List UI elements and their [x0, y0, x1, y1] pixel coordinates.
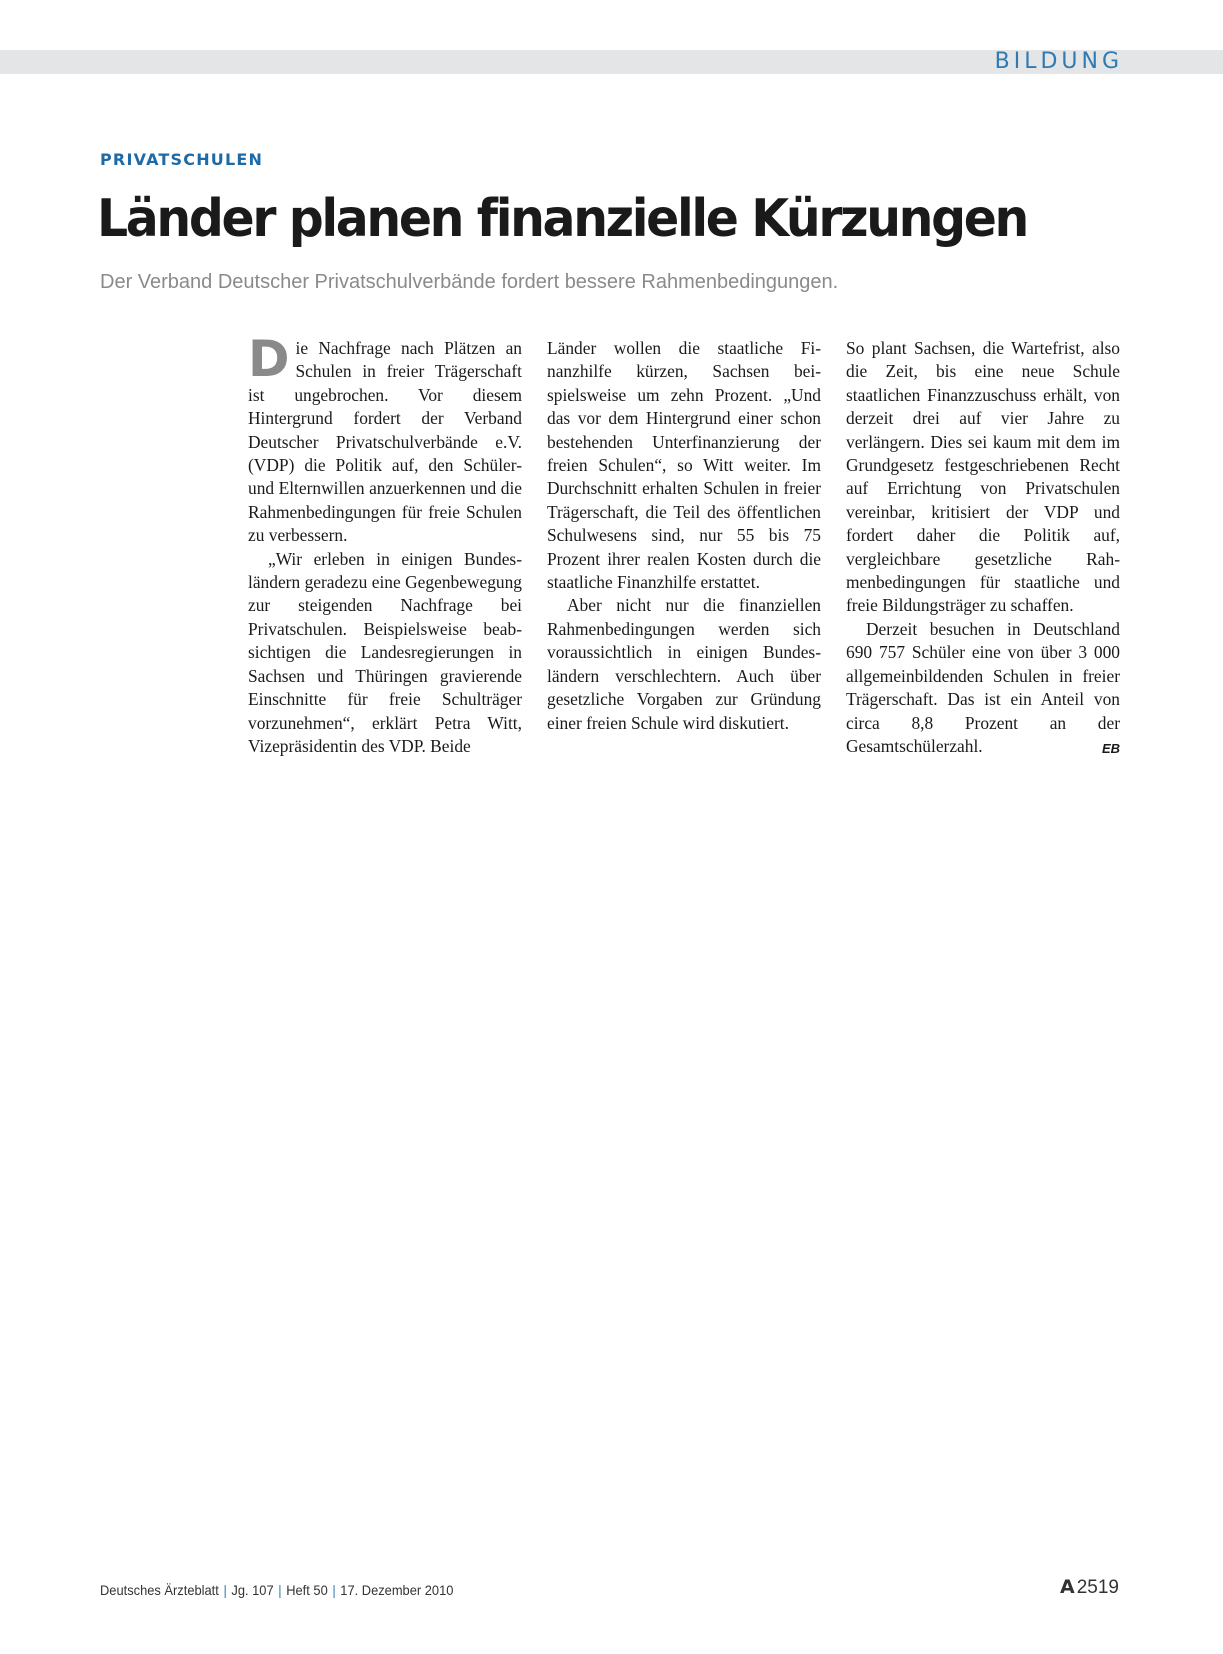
footer-separator: |: [278, 1582, 282, 1598]
paragraph-text: Derzeit besuchen in Deutschland 690 757 Schüler eine von über 3 000 allgemeinbildenden Schulen in freier Trägerschaft. Das ist ein Anteil von circa 8,8 Prozent an der Gesamtschülerzahl.: [846, 618, 1120, 756]
paragraph: So plant Sachsen, die Wartefrist, also die Zeit, bis eine neue Schule staatlichen Finanzzuschuss erhält, von derzeit drei auf vier Jahre zu verlängern. Dies sei kaum mit dem im Grundgesetz festgeschriebenen Recht auf Errichtung von Privatschulen vereinbar, kritisiert der VDP und fordert daher die Politik auf, vergleichbare gesetzliche Rahmenbedingungen für staatliche und freie Bildungsträger zu schaffen.: [846, 338, 1120, 616]
page-footer: [100, 1580, 453, 1600]
text-column-2: [547, 337, 821, 760]
paragraph: [248, 330, 522, 548]
footer-separator: |: [332, 1582, 336, 1598]
journal-name: Deutsches Ärzteblatt: [100, 1582, 219, 1598]
journal-issue: Heft 50: [286, 1582, 328, 1598]
drop-cap: D: [248, 330, 290, 388]
article-subtitle: Der Verband Deutscher Privatschulverbände fordert bessere Rahmenbedingungen.: [100, 271, 839, 293]
article-title: Länder planen finanzielle Kürzungen: [97, 189, 1027, 249]
author-initials: EB: [1101, 740, 1120, 756]
paragraph: Aber nicht nur die finanziellen Rahmenbedingungen werden sich voraussichtlich in einigen Bundesländern verschlechtern. Auch über gesetzliche Vorgaben zur Gründung einer freien Schule wird diskutiert.: [547, 595, 821, 733]
footer-separator: |: [223, 1582, 227, 1598]
page-number-value: 2519: [1076, 1577, 1119, 1598]
text-column-3: [846, 337, 1120, 760]
page-number: [1060, 1574, 1119, 1601]
journal-volume: Jg. 107: [231, 1582, 274, 1598]
paragraph: [846, 618, 1120, 758]
section-label: BILDUNG: [994, 49, 1123, 74]
paragraph: „Wir erleben in einigen Bundesländern geradezu eine Gegenbewegung zur steigenden Nachfrage bei Privatschulen. Beispielsweise beabsichtigen die Landesregierungen in Sachsen und Thüringen gravierende Einschnitte für freie Schulträger vorzunehmen“, erklärt Petra Witt, Vizepräsidentin des VDP. Beide: [248, 548, 522, 756]
text-column-1: [248, 330, 522, 760]
paragraph: Länder wollen die staatliche Finanzhilfe kürzen, Sachsen beispielsweise um zehn Prozent. „Und das vor dem Hintergrund einer schon bestehenden Unterfinanzierung der freien Schulen“, so Witt weiter. Im Durchschnitt erhalten Schulen in freier Trägerschaft, die Teil des öffentlichen Schulwesens sind, nur 55 bis 75 Prozent ihrer realen Kosten durch die staatliche Finanzhilfe erstattet.: [547, 338, 821, 593]
article-body: [248, 330, 1120, 760]
page-prefix: A: [1060, 1576, 1075, 1598]
publication-date: 17. Dezember 2010: [340, 1582, 454, 1598]
paragraph-text: ie Nachfrage nach Plätzen an Schulen in freier Trägerschaft ist ungebrochen. Vor diesem Hintergrund fordert der Verband Deutscher Privatschulverbände e.V. (VDP) die Politik auf, den Schüler- und Elternwillen anzuerkennen und die Rahmenbedingungen für freie Schulen zu verbessern.: [248, 338, 522, 546]
article-kicker: PRIVATSCHULEN: [100, 150, 264, 169]
